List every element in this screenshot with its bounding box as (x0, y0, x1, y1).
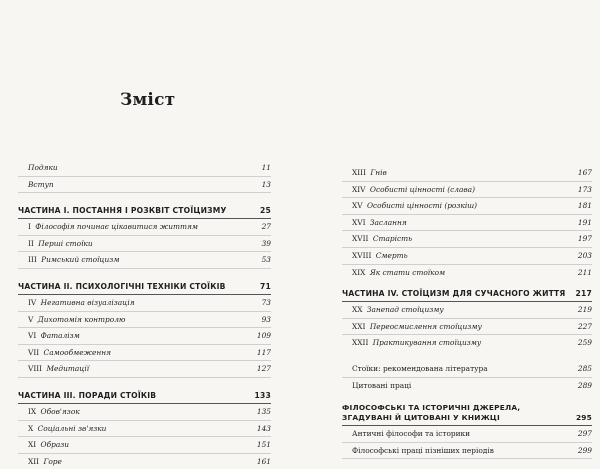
part-label-line1: ФІЛОСОФСЬКІ ТА ІСТОРИЧНІ ДЖЕРЕЛА, (342, 403, 521, 413)
part-label: ЧАСТИНА ІІІ. ПОРАДИ СТОЇКІВ (18, 390, 157, 400)
toc-entry[interactable] (18, 252, 271, 269)
chapter-title: Негативна візуалізація (40, 297, 135, 307)
chapter-number: IV (28, 297, 37, 307)
chapter-number: VIII (28, 364, 43, 374)
entry-label: Античні філософи та історики (352, 429, 471, 439)
chapter-number: XIV (352, 184, 366, 194)
toc-entry[interactable] (18, 236, 271, 253)
entry-page: 289 (577, 380, 592, 390)
entry-page: 259 (577, 338, 592, 348)
chapter-number: VII (28, 347, 40, 357)
entry-label: Цитовані праці (352, 380, 412, 390)
toc-entry[interactable] (342, 319, 592, 336)
chapter-title: Горе (43, 456, 62, 466)
chapter-title: Фаталізм (40, 331, 80, 341)
entry-page: 13 (261, 179, 271, 189)
toc-entry[interactable] (18, 295, 271, 312)
toc-entry[interactable] (342, 361, 592, 378)
entry-page: 161 (256, 456, 271, 466)
entry-page: 197 (577, 234, 592, 244)
chapter-title: Філософія починає цікавитися життям (35, 222, 198, 232)
chapter-title: Перші стоїки (38, 238, 93, 248)
toc-entry[interactable] (18, 328, 271, 345)
entry-page: 203 (577, 250, 592, 260)
part-label: ЧАСТИНА ІІ. ПСИХОЛОГІЧНІ ТЕХНІКИ СТОЇКІВ (18, 281, 226, 291)
toc-part-heading[interactable] (342, 286, 592, 302)
part-page: 71 (260, 281, 271, 291)
chapter-title: Самообмеження (43, 347, 112, 357)
entry-page: 227 (577, 321, 592, 331)
chapter-number: XVII (352, 234, 369, 244)
chapter-number: XII (28, 456, 40, 466)
part-label: ЧАСТИНА IV. СТОЇЦИЗМ ДЛЯ СУЧАСНОГО ЖИТТЯ (342, 289, 566, 299)
toc-entry[interactable] (18, 219, 271, 236)
chapter-number: VI (28, 331, 37, 341)
toc-entry[interactable] (18, 312, 271, 329)
entry-page: 11 (261, 163, 271, 172)
entry-label: Подяки (28, 163, 58, 172)
chapter-title: Особисті цінності (розкіш) (366, 201, 478, 211)
entry-page: 135 (256, 406, 271, 416)
entry-page: 39 (261, 238, 271, 248)
toc-entry[interactable] (342, 215, 592, 232)
chapter-number: IX (28, 406, 37, 416)
toc-entry[interactable] (342, 198, 592, 215)
chapter-title: Обов'язок (40, 406, 80, 416)
part-label-line2: ЗГАДУВАНІ Й ЦИТОВАНІ У КНИЖЦІ (342, 413, 500, 423)
chapter-title: Практикування стоїцизму (372, 338, 482, 348)
toc-entry[interactable] (342, 302, 592, 319)
chapter-number: X (28, 423, 34, 433)
entry-page: 191 (577, 217, 592, 227)
chapter-title: Дихотомія контролю (37, 314, 126, 324)
toc-part-heading[interactable] (342, 403, 592, 426)
toc-entry[interactable] (18, 361, 271, 378)
entry-label: Вступ (28, 179, 54, 189)
toc-entry[interactable] (18, 454, 271, 469)
chapter-title: Образи (40, 440, 70, 450)
entry-page: 167 (577, 168, 592, 177)
toc-part-heading[interactable] (18, 203, 271, 219)
chapter-title: Занепад стоїцизму (366, 305, 444, 315)
entry-page: 127 (256, 364, 271, 374)
entry-page: 53 (261, 255, 271, 265)
chapter-number: V (28, 314, 34, 324)
entry-page: 297 (577, 429, 592, 439)
entry-page: 285 (577, 363, 592, 373)
toc-entry[interactable] (342, 426, 592, 443)
toc-left-column (18, 160, 271, 469)
part-page: 25 (260, 206, 271, 216)
chapter-title: Особисті цінності (слава) (369, 184, 475, 194)
entry-page: 219 (577, 305, 592, 315)
entry-page: 109 (256, 331, 271, 341)
part-page: 295 (575, 413, 592, 423)
toc-entry[interactable] (342, 443, 592, 460)
toc-entry[interactable] (342, 182, 592, 199)
chapter-number: XIX (352, 267, 366, 277)
chapter-number: III (28, 255, 37, 265)
chapter-number: XVI (352, 217, 366, 227)
entry-page: 173 (577, 184, 592, 194)
toc-entry[interactable] (18, 421, 271, 438)
toc-entry[interactable] (18, 345, 271, 362)
entry-page: 73 (261, 297, 271, 307)
chapter-number: XIII (352, 168, 367, 177)
chapter-title: Як стати стоїком (369, 267, 446, 277)
toc-entry[interactable] (18, 404, 271, 421)
toc-entry[interactable] (342, 231, 592, 248)
chapter-number: XI (28, 440, 37, 450)
chapter-title: Гнів (370, 168, 387, 177)
chapter-number: XV (352, 201, 363, 211)
entry-page: 117 (256, 347, 271, 357)
toc-entry[interactable] (18, 177, 271, 194)
entry-label: Філософські праці пізніших періодів (352, 445, 494, 455)
entry-label: Стоїки: рекомендована література (352, 363, 488, 373)
chapter-number: XVIII (352, 250, 372, 260)
page-title: Зміст (120, 90, 176, 110)
toc-entry[interactable] (342, 335, 592, 351)
part-label: ЧАСТИНА І. ПОСТАННЯ І РОЗКВІТ СТОЇЦИЗМУ (18, 206, 227, 216)
entry-page: 181 (577, 201, 592, 211)
toc-right-column (342, 165, 592, 459)
entry-page: 151 (256, 440, 271, 450)
chapter-title: Соціальні зв'язки (37, 423, 107, 433)
chapter-title: Старість (372, 234, 413, 244)
toc-entry[interactable] (342, 265, 592, 281)
entry-page: 299 (577, 445, 592, 455)
chapter-title: Смерть (375, 250, 408, 260)
chapter-number: II (28, 238, 34, 248)
entry-page: 27 (261, 222, 271, 232)
entry-page: 143 (256, 423, 271, 433)
part-page: 217 (575, 289, 592, 299)
chapter-title: Римський стоїцизм (41, 255, 120, 265)
chapter-title: Медитації (46, 364, 90, 374)
toc-part-heading[interactable] (18, 279, 271, 295)
toc-entry[interactable] (18, 160, 271, 177)
toc-entry[interactable] (342, 165, 592, 182)
chapter-number: XX (352, 305, 363, 315)
part-page: 133 (254, 390, 271, 400)
entry-page: 93 (261, 314, 271, 324)
chapter-number: XXI (352, 321, 366, 331)
toc-part-heading[interactable] (18, 388, 271, 404)
chapter-title: Заслання (369, 217, 407, 227)
chapter-number: XXII (352, 338, 369, 348)
toc-entry[interactable] (342, 378, 592, 394)
toc-entry[interactable] (342, 248, 592, 265)
chapter-number: I (28, 222, 31, 232)
entry-page: 211 (577, 267, 592, 277)
chapter-title: Переосмислення стоїцизму (369, 321, 482, 331)
